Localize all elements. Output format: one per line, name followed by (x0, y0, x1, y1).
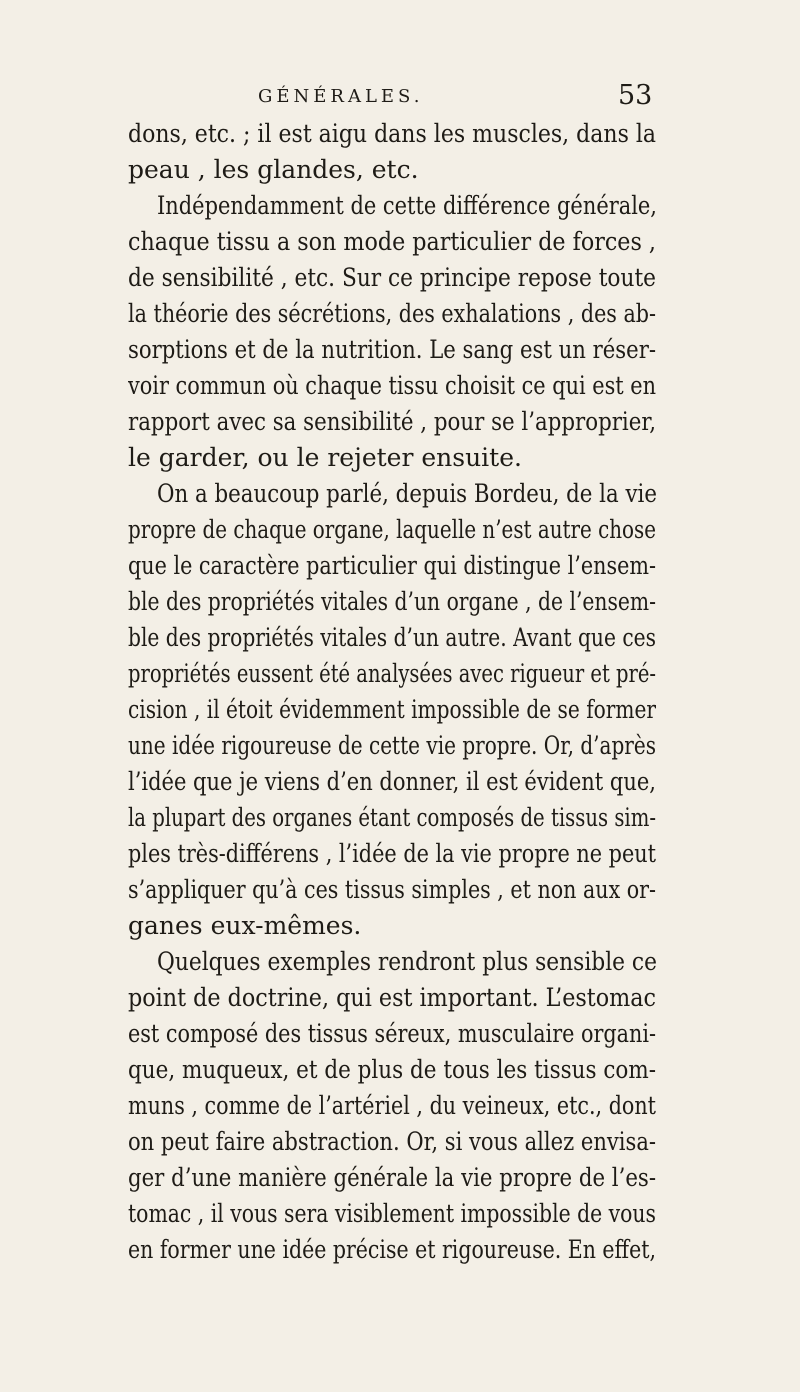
text-line: la plupart des organes étant composés de tissus sim- (128, 803, 656, 832)
text-line: s’appliquer qu’à ces tissus simples , et non aux or- (128, 875, 656, 904)
text-line: ger d’une manière générale la vie propre de l’es- (128, 1163, 656, 1192)
text-line: Indépendamment de cette différence générale, (157, 191, 657, 220)
text-line: rapport avec sa sensibilité , pour se l’approprier, (128, 407, 656, 436)
text-line: le garder, ou le rejeter ensuite. (128, 443, 522, 472)
page-number: 53 (618, 80, 653, 111)
text-line: cision , il étoit évidemment impossible de se former (128, 695, 656, 724)
text-line: sorptions et de la nutrition. Le sang est un réser- (128, 335, 656, 364)
text-line: que, muqueux, et de plus de tous les tissus com- (128, 1055, 656, 1084)
text-line: ples très-différens , l’idée de la vie propre ne peut (128, 839, 656, 868)
text-line: tomac , il vous sera visiblement impossible de vous (128, 1199, 656, 1228)
text-line: la théorie des sécrétions, des exhalations , des ab- (128, 299, 656, 328)
text-line: ble des propriétés vitales d’un autre. Avant que ces (128, 623, 656, 652)
running-title: GÉNÉRALES. (258, 86, 424, 107)
text-line: On a beaucoup parlé, depuis Bordeu, de la vie (157, 479, 657, 508)
text-line: de sensibilité , etc. Sur ce principe repose toute (128, 263, 656, 292)
text-line: dons, etc. ; il est aigu dans les muscles, dans la (128, 119, 656, 148)
text-line: muns , comme de l’artériel , du veineux, etc., dont (128, 1091, 656, 1120)
text-line: l’idée que je viens d’en donner, il est évident que, (128, 767, 656, 796)
text-line: voir commun où chaque tissu choisit ce qui est en (128, 371, 656, 400)
text-line: peau , les glandes, etc. (128, 155, 419, 184)
text-line: propre de chaque organe, laquelle n’est autre chose (128, 515, 656, 544)
text-line: est composé des tissus séreux, musculaire organi- (128, 1019, 656, 1048)
text-line: en former une idée précise et rigoureuse. En effet, (128, 1235, 656, 1264)
text-line: propriétés eussent été analysées avec rigueur et pré- (128, 659, 656, 688)
text-line: on peut faire abstraction. Or, si vous allez envisa- (128, 1127, 656, 1156)
running-head (0, 80, 800, 110)
text-line: ganes eux-mêmes. (128, 911, 362, 940)
text-line: chaque tissu a son mode particulier de forces , (128, 227, 656, 256)
text-line: point de doctrine, qui est important. L’estomac (128, 983, 656, 1012)
text-line: ble des propriétés vitales d’un organe , de l’ensem- (128, 587, 656, 616)
text-line: une idée rigoureuse de cette vie propre. Or, d’après (128, 731, 656, 760)
text-line: Quelques exemples rendront plus sensible ce (157, 947, 657, 976)
text-line: que le caractère particulier qui distingue l’ensem- (128, 551, 656, 580)
